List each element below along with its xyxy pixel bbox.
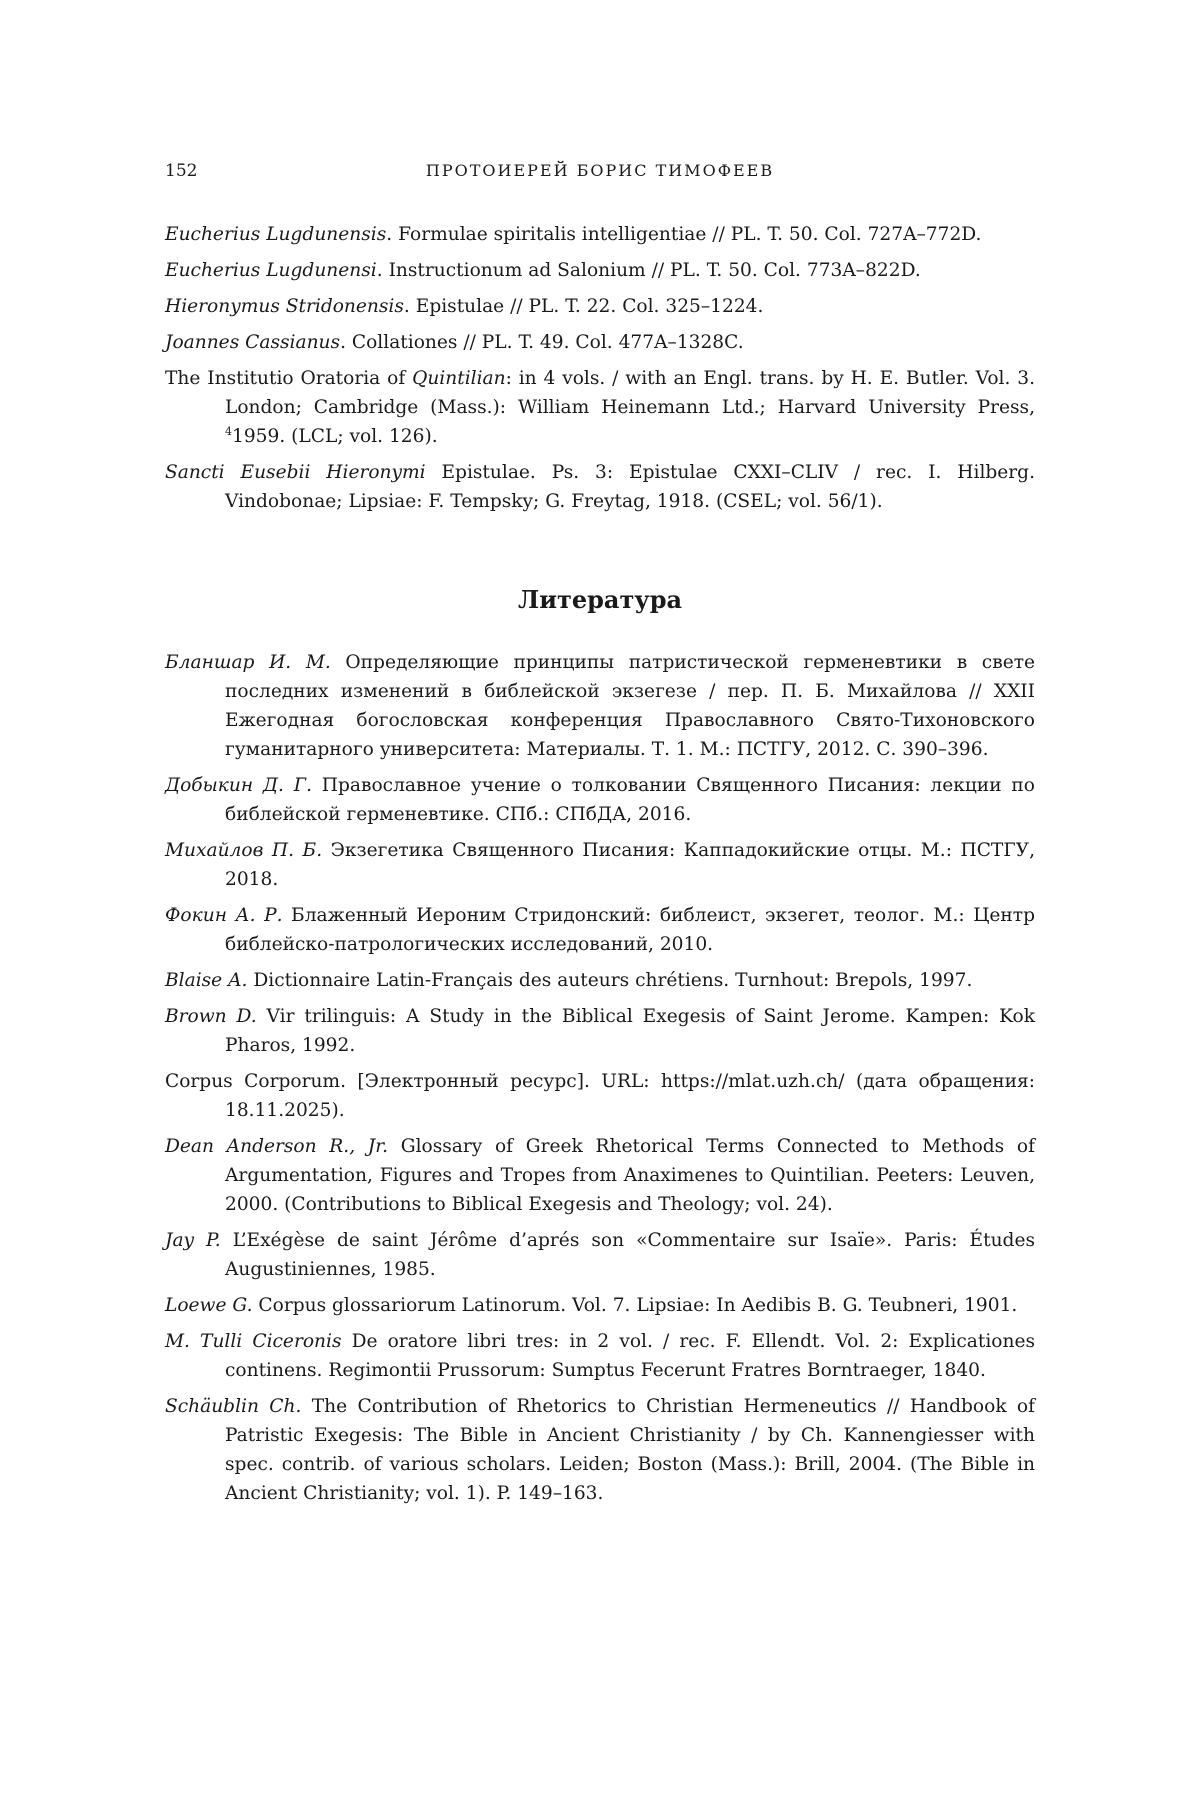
literature-text: Определяющие принципы патристической герменевтики в свете последних изменений в библейской экзегезе / пер. П. Б. Михайлова // XXII Ежегодная богословская конференция Православного Свято-Тихоновского гуманитарного университета: Материалы. Т. 1. М.: ПСТГУ, 2012. С. 390–396. [225,652,1035,760]
literature-text: Vir trilinguis: A Study in the Biblical Exegesis of Saint Jerome. Kampen: Kok Pharos, 1992. [225,1006,1036,1056]
source-text: . Formulae spiritalis intelligentiae // PL. T. 50. Col. 727A–772D. [386,224,982,245]
source-text: Epistulae. Ps. 3: Epistulae CXXI–CLIV / rec. I. Hilberg. Vindobonae; Lipsiae: F. Tempsky; G. Freytag, 1918. (CSEL; vol. 56/1). [225,462,1035,512]
literature-author: Бланшар И. М. [165,652,331,673]
source-author: Sancti Eusebii Hieronymi [165,462,426,483]
literature-text: L’Exégèse de saint Jérôme d’aprés son «Commentaire sur Isaïe». Paris: Études Augustiniennes, 1985. [220,1230,1035,1280]
source-text: . Epistulae // PL. T. 22. Col. 325–1224. [403,296,764,317]
literature-text: Православное учение о толковании Священного Писания: лекции по библейской герменевтике. СПб.: СПбДА, 2016. [225,775,1035,825]
literature-entry [165,771,1035,829]
running-head [165,161,1035,185]
literature-author: Schäublin Ch. [165,1396,302,1417]
source-text: . Instructionum ad Salonium // PL. T. 50. Col. 773A–822D. [376,260,921,281]
literature-entry [165,1132,1035,1219]
source-author: Eucherius Lugdunensis [165,224,387,245]
source-author: Joannes Cassianus [165,332,341,353]
source-entry [165,458,1035,516]
source-entry [165,220,1035,249]
running-title: ПРОТОИЕРЕЙ БОРИС ТИМОФЕЕВ [425,161,775,180]
literature-author: Dean Anderson R., Jr. [165,1136,389,1157]
literature-entry [165,1291,1035,1320]
literature-author: Добыкин Д. Г. [165,775,312,796]
literature-author: Михайлов П. Б. [165,840,323,861]
literature-entry [165,836,1035,894]
literature-text: Блаженный Иероним Стридонский: библеист, экзегет, теолог. М.: Центр библейско-патрологических исследований, 2010. [225,905,1035,955]
sources-list [165,220,1035,523]
literature-text: Dictionnaire Latin-Français des auteurs chrétiens. Turnhout: Brepols, 1997. [247,970,973,991]
source-entry [165,364,1035,451]
literature-entry [165,648,1035,764]
literature-entry [165,1067,1035,1125]
literature-entry [165,1327,1035,1385]
literature-entry [165,1002,1035,1060]
source-text: : in 4 vols. / with an Engl. trans. by H. E. Butler. Vol. 3. London; Cambridge (Mass.): William Heinemann Ltd.; Harvard University Press, [225,368,1035,418]
source-author: Eucherius Lugdunensi [165,260,377,281]
literature-author: Jay P. [165,1230,221,1251]
literature-author: Loewe G. [165,1295,253,1316]
source-pretext: The Institutio Oratoria of [165,368,413,389]
literature-text: The Contribution of Rhetorics to Christian Hermeneutics // Handbook of Patristic Exegesis: The Bible in Ancient Christianity / by Ch. Kannengiesser with spec. contrib. of various scholars. Leiden; Boston (Mass.): Brill, 2004. (The Bible in Ancient Christianity; vol. 1). P. 149–163. [225,1396,1036,1504]
literature-entry [165,1226,1035,1284]
source-entry [165,256,1035,285]
literature-text: Corpus glossariorum Latinorum. Vol. 7. Lipsiae: In Aedibis B. G. Teubneri, 1901. [252,1295,1018,1316]
source-author: Quintilian [412,368,506,389]
literature-entry [165,901,1035,959]
literature-heading: Литература [517,585,683,614]
literature-author: Фокин А. Р. [165,905,283,926]
source-text-continued: 1959. (LCL; vol. 126). [232,426,438,447]
literature-author: Brown D. [165,1006,257,1027]
source-entry [165,292,1035,321]
source-text: . Collationes // PL. T. 49. Col. 477A–1328C. [340,332,744,353]
page-number: 152 [165,161,198,181]
literature-text: Экзегетика Священного Писания: Каппадокийские отцы. М.: ПСТГУ, 2018. [225,840,1035,890]
source-entry [165,328,1035,357]
literature-author: Blaise A. [165,970,248,991]
literature-author: M. Tulli Ciceronis [165,1331,342,1352]
literature-text: Glossary of Greek Rhetorical Terms Connected to Methods of Argumentation, Figures and Tropes from Anaximenes to Quintilian. Peeters: Leuven, 2000. (Contributions to Biblical Exegesis and Theology; vol. 24). [225,1136,1035,1215]
literature-entry [165,1392,1035,1508]
edition-superscript: 4 [225,424,232,438]
literature-list [165,648,1035,1515]
literature-text: De oratore libri tres: in 2 vol. / rec. F. Ellendt. Vol. 2: Explicationes continens. Regimontii Prussorum: Sumptus Fecerunt Fratres Borntraeger, 1840. [225,1331,1036,1381]
literature-entry [165,966,1035,995]
literature-text: Corpus Corporum. [Электронный ресурс]. URL: https://mlat.uzh.ch/ (дата обращения: 18.11.2025). [165,1071,1035,1121]
source-author: Hieronymus Stridonensis [165,296,404,317]
